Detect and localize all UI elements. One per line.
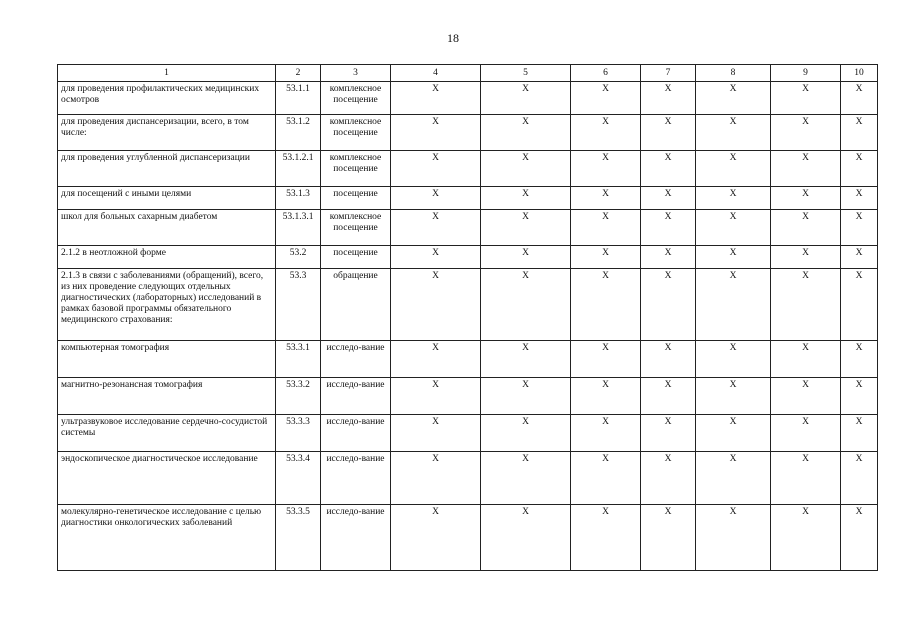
table-row: [58, 114, 878, 150]
row-value-cell: X: [391, 377, 481, 414]
row-value-cell: X: [571, 82, 641, 115]
row-value-cell: X: [481, 505, 571, 571]
table-row: [58, 209, 878, 245]
row-value-cell: X: [481, 209, 571, 245]
row-value-cell: X: [391, 150, 481, 186]
row-value-cell: X: [641, 82, 696, 115]
row-value-cell: X: [391, 451, 481, 504]
row-unit-cell: комплексное посещение: [321, 150, 391, 186]
row-code-cell: 53.1.3: [276, 186, 321, 209]
row-unit-cell: исследо-вание: [321, 451, 391, 504]
row-value-cell: X: [771, 82, 841, 115]
row-value-cell: X: [841, 82, 878, 115]
table-row: [58, 414, 878, 451]
row-value-cell: X: [771, 114, 841, 150]
row-value-cell: X: [641, 505, 696, 571]
header-cell: 4: [391, 65, 481, 82]
row-value-cell: X: [571, 414, 641, 451]
row-value-cell: X: [571, 186, 641, 209]
row-value-cell: X: [391, 82, 481, 115]
row-value-cell: X: [696, 209, 771, 245]
row-value-cell: X: [771, 245, 841, 268]
row-value-cell: X: [571, 340, 641, 377]
row-code-cell: 53.2: [276, 245, 321, 268]
row-value-cell: X: [571, 268, 641, 340]
row-code-cell: 53.1.3.1: [276, 209, 321, 245]
row-value-cell: X: [571, 245, 641, 268]
row-value-cell: X: [696, 245, 771, 268]
header-cell: 5: [481, 65, 571, 82]
row-name-cell: магнитно-резонансная томография: [58, 377, 276, 414]
row-value-cell: X: [391, 209, 481, 245]
row-value-cell: X: [841, 245, 878, 268]
table-row: [58, 82, 878, 115]
row-value-cell: X: [571, 150, 641, 186]
row-value-cell: X: [481, 340, 571, 377]
row-value-cell: X: [641, 340, 696, 377]
row-value-cell: X: [641, 245, 696, 268]
row-name-cell: 2.1.3 в связи с заболеваниями (обращений), всего, из них проведение следующих отдельных диагностических (лабораторных) исследований в рамках базовой программы обязательного медицинского страхования:: [58, 268, 276, 340]
row-unit-cell: исследо-вание: [321, 505, 391, 571]
header-cell: 3: [321, 65, 391, 82]
row-value-cell: X: [391, 245, 481, 268]
row-value-cell: X: [841, 414, 878, 451]
row-value-cell: X: [641, 268, 696, 340]
table-row: [58, 268, 878, 340]
row-value-cell: X: [481, 150, 571, 186]
row-value-cell: X: [641, 451, 696, 504]
row-value-cell: X: [771, 505, 841, 571]
row-value-cell: X: [696, 451, 771, 504]
row-value-cell: X: [481, 414, 571, 451]
row-name-cell: ультразвуковое исследование сердечно-сосудистой системы: [58, 414, 276, 451]
row-unit-cell: комплексное посещение: [321, 209, 391, 245]
row-code-cell: 53.1.2.1: [276, 150, 321, 186]
row-value-cell: X: [481, 114, 571, 150]
row-value-cell: X: [571, 377, 641, 414]
row-unit-cell: комплексное посещение: [321, 82, 391, 115]
row-value-cell: X: [641, 377, 696, 414]
row-value-cell: X: [696, 268, 771, 340]
row-value-cell: X: [391, 414, 481, 451]
row-value-cell: X: [391, 114, 481, 150]
row-value-cell: X: [696, 414, 771, 451]
row-value-cell: X: [641, 114, 696, 150]
row-value-cell: X: [641, 186, 696, 209]
row-unit-cell: исследо-вание: [321, 377, 391, 414]
row-unit-cell: исследо-вание: [321, 340, 391, 377]
row-value-cell: X: [696, 340, 771, 377]
row-value-cell: X: [771, 268, 841, 340]
header-cell: 6: [571, 65, 641, 82]
header-row: [58, 65, 878, 82]
header-cell: 2: [276, 65, 321, 82]
row-value-cell: X: [841, 505, 878, 571]
row-value-cell: X: [841, 451, 878, 504]
row-value-cell: X: [771, 186, 841, 209]
row-value-cell: X: [641, 209, 696, 245]
row-value-cell: X: [841, 114, 878, 150]
row-value-cell: X: [696, 505, 771, 571]
row-code-cell: 53.3.2: [276, 377, 321, 414]
row-unit-cell: посещение: [321, 245, 391, 268]
row-value-cell: X: [641, 414, 696, 451]
row-value-cell: X: [391, 186, 481, 209]
row-value-cell: X: [841, 186, 878, 209]
row-value-cell: X: [481, 82, 571, 115]
row-value-cell: X: [391, 505, 481, 571]
row-value-cell: X: [481, 186, 571, 209]
row-name-cell: для проведения диспансеризации, всего, в том числе:: [58, 114, 276, 150]
row-value-cell: X: [571, 114, 641, 150]
row-name-cell: эндоскопическое диагностическое исследование: [58, 451, 276, 504]
row-code-cell: 53.3.3: [276, 414, 321, 451]
row-code-cell: 53.1.2: [276, 114, 321, 150]
row-value-cell: X: [771, 377, 841, 414]
row-value-cell: X: [696, 82, 771, 115]
table-row: [58, 245, 878, 268]
row-name-cell: школ для больных сахарным диабетом: [58, 209, 276, 245]
row-unit-cell: посещение: [321, 186, 391, 209]
row-value-cell: X: [391, 340, 481, 377]
table-row: [58, 150, 878, 186]
data-table: [57, 64, 878, 571]
row-code-cell: 53.3: [276, 268, 321, 340]
table-row: [58, 505, 878, 571]
row-name-cell: 2.1.2 в неотложной форме: [58, 245, 276, 268]
header-cell: 10: [841, 65, 878, 82]
row-value-cell: X: [571, 451, 641, 504]
header-cell: 7: [641, 65, 696, 82]
row-value-cell: X: [771, 340, 841, 377]
header-cell: 1: [58, 65, 276, 82]
row-code-cell: 53.1.1: [276, 82, 321, 115]
row-value-cell: X: [841, 377, 878, 414]
row-name-cell: для проведения профилактических медицинских осмотров: [58, 82, 276, 115]
row-value-cell: X: [771, 451, 841, 504]
row-value-cell: X: [481, 268, 571, 340]
row-code-cell: 53.3.5: [276, 505, 321, 571]
row-value-cell: X: [481, 377, 571, 414]
row-value-cell: X: [841, 340, 878, 377]
header-cell: 9: [771, 65, 841, 82]
row-value-cell: X: [771, 414, 841, 451]
row-name-cell: молекулярно-генетическое исследование с целью диагностики онкологических заболеваний: [58, 505, 276, 571]
row-unit-cell: исследо-вание: [321, 414, 391, 451]
row-value-cell: X: [841, 150, 878, 186]
row-name-cell: компьютерная томография: [58, 340, 276, 377]
row-unit-cell: обращение: [321, 268, 391, 340]
row-value-cell: X: [696, 377, 771, 414]
row-unit-cell: комплексное посещение: [321, 114, 391, 150]
row-name-cell: для посещений с иными целями: [58, 186, 276, 209]
row-value-cell: X: [481, 245, 571, 268]
row-name-cell: для проведения углубленной диспансеризации: [58, 150, 276, 186]
row-value-cell: X: [771, 209, 841, 245]
row-value-cell: X: [841, 209, 878, 245]
table-row: [58, 377, 878, 414]
page-number: 18: [447, 31, 459, 45]
row-code-cell: 53.3.1: [276, 340, 321, 377]
row-value-cell: X: [696, 150, 771, 186]
row-value-cell: X: [571, 209, 641, 245]
row-value-cell: X: [571, 505, 641, 571]
table-row: [58, 340, 878, 377]
row-value-cell: X: [391, 268, 481, 340]
table-row: [58, 451, 878, 504]
row-value-cell: X: [841, 268, 878, 340]
row-value-cell: X: [641, 150, 696, 186]
row-value-cell: X: [696, 114, 771, 150]
row-value-cell: X: [771, 150, 841, 186]
header-cell: 8: [696, 65, 771, 82]
row-value-cell: X: [696, 186, 771, 209]
row-code-cell: 53.3.4: [276, 451, 321, 504]
row-value-cell: X: [481, 451, 571, 504]
table-row: [58, 186, 878, 209]
